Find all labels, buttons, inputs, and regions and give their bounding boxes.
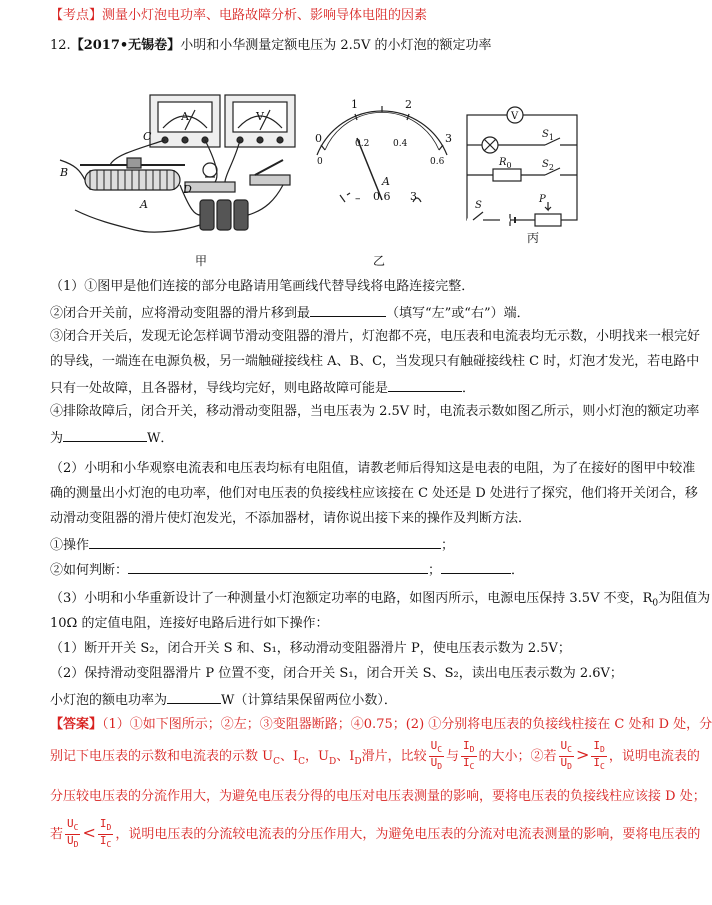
dial-bottom-04: 0.4 — [393, 139, 408, 149]
dial-bottom-02: 0.2 — [355, 139, 370, 149]
q3-line1 — [50, 589, 711, 614]
answer-text2-pre: 别记下电压表的示数和电流表的示数 U — [50, 749, 274, 765]
dial-bottom-0: 0 — [317, 157, 323, 167]
dial-top-1: 1 — [351, 98, 358, 111]
s1-sub: 1 — [548, 133, 554, 142]
answer-text2-j: 与 — [446, 749, 460, 765]
terminal-a-label: A — [140, 198, 148, 211]
terminal-minus: – — [355, 192, 361, 205]
s1-label: S — [542, 129, 549, 140]
sub-c2: C — [298, 756, 306, 767]
q2-operation-label: ①操作 — [50, 538, 90, 553]
svg-text:R0 — [498, 157, 512, 170]
q3-result-pre: 小灯泡的额电功率为 — [50, 693, 168, 708]
q2-judge-label: ②如何判断： — [50, 563, 129, 578]
q1-step4-line2 — [50, 427, 618, 449]
q2-text1: （2）小明和小华观察电流表和电压表均标有电阻值，请教老师后得知这是电表的电阻，为了在接好的图甲中较准 — [50, 461, 696, 476]
s2-sub: 2 — [548, 163, 554, 172]
dial-top-2: 2 — [405, 98, 412, 111]
q3-text1: （3）小明和小华重新设计了一种测量小灯泡额定功率的电路，如图丙所示，电源电压保持 3.5V 不变，R — [50, 591, 653, 606]
q3-step2 — [50, 664, 623, 684]
question-header — [50, 36, 618, 56]
q2-operation: ①操作 ； — [50, 534, 618, 556]
answer-text2-g: 、I — [336, 749, 355, 765]
voltmeter-label: V — [256, 110, 264, 123]
sub-d1: D — [328, 756, 337, 767]
q2-judge — [50, 559, 618, 581]
answer-line2 — [50, 739, 700, 777]
q1-step4-post: W． — [147, 431, 174, 446]
caption-bing: 丙 — [527, 231, 540, 245]
q3-step1 — [50, 639, 618, 659]
q2-line2 — [50, 484, 698, 504]
q1-step2 — [50, 302, 618, 324]
figure-yi-labels — [315, 98, 452, 268]
q1-step4-text1: ④排除故障后，闭合开关，移动滑动变阻器，当电压表为 2.5V 时，电流表示数如图乙所示，则小灯泡的额定功率 — [50, 404, 700, 419]
dial-top-3: 3 — [445, 132, 452, 145]
q1-step4-pre: 为 — [50, 431, 64, 446]
answer-blank-4[interactable] — [89, 534, 441, 549]
r0-subscript: 0 — [652, 598, 659, 609]
terminal-c-label: C — [143, 130, 152, 143]
fraction-uc-ud: $\frac{U_C}{U_D}$ — [430, 739, 443, 772]
answer-text4-pre: 若 — [50, 827, 64, 843]
answer-line3 — [50, 787, 706, 807]
question-title: 小明和小华测量定额电压为 2.5V 的小灯泡的额定功率 — [180, 38, 492, 53]
r0-sub: 0 — [506, 161, 512, 170]
q3-line2 — [50, 614, 618, 634]
figure-bing — [467, 107, 577, 226]
q2-judge-post: ． — [511, 563, 525, 578]
q2-judge-mid: ； — [428, 563, 442, 578]
caption-yi: 乙 — [373, 254, 386, 268]
q1-step1-text: （1）①图甲是他们连接的部分电路请用笔画线代替导线将电路连接完整． — [50, 279, 475, 294]
terminal-d-label: D — [183, 183, 192, 196]
answer-tag: 【答案】 — [50, 717, 103, 732]
answer-text4-post: ，说明电压表的分流较电流表的分压作用大，为避免电压表的分流对电流表测量的影响，要将电压表的 — [115, 827, 701, 843]
q1-step3-line2 — [50, 352, 700, 372]
fraction-uc-ud-2: $\frac{U_C}{U_D}$ — [560, 739, 572, 772]
ammeter-label: A — [181, 110, 189, 123]
greater-than: > — [575, 745, 590, 765]
kaodian-text: 测量小灯泡电功率、电路故障分析、影响导体电阻的因素 — [102, 8, 428, 23]
q1-step1 — [50, 277, 618, 297]
answer-line1 — [50, 715, 712, 735]
answer-blank-7[interactable] — [167, 689, 221, 704]
kaodian-bracket: 【考点】 — [50, 8, 103, 23]
q3-result-post: W（计算结果保留两位小数）． — [221, 693, 397, 708]
dial-top-0: 0 — [315, 132, 322, 145]
q1-step3-line3 — [50, 377, 618, 399]
p-label: P — [539, 194, 546, 205]
q1-step3-post: ． — [462, 381, 476, 396]
figure-panel — [55, 90, 615, 270]
terminal-a: A — [382, 175, 390, 188]
s2-label: S — [542, 159, 549, 170]
q3-text2: 10Ω 的定值电阻，连接好电路后进行如下操作： — [50, 616, 329, 631]
dial-bottom-06: 0.6 — [430, 157, 445, 167]
q1-step2-post: （填写“左”或“右”）端． — [386, 306, 530, 321]
question-source: 【2017•无锡卷】 — [70, 38, 181, 53]
q1-step3-line1 — [50, 327, 701, 347]
terminal-06: 0.6 — [373, 190, 391, 203]
fraction-uc-ud-3: $\frac{U_C}{U_D}$ — [67, 817, 79, 850]
answer-text2-i: 滑片，比较 — [361, 749, 427, 765]
answer-line4 — [50, 817, 701, 851]
sub-c1: C — [273, 756, 280, 767]
answer-blank-5[interactable] — [128, 559, 428, 574]
terminal-b-label: B — [60, 166, 69, 179]
r0-label: R — [499, 157, 507, 168]
q1-step2-pre: ②闭合开关前，应将滑动变阻器的滑片移到最 — [50, 306, 311, 321]
q2-line1 — [50, 459, 696, 479]
svg-text:S2 — [542, 159, 554, 172]
answer-text3: 分压较电压表的分流作用大，为避免电压表分得的电压对电压表测量的影响，要将电压表的负接线柱应该接 D 处； — [50, 789, 706, 804]
answer-blank-2[interactable] — [388, 377, 462, 392]
answer-text1: （1）①如下图所示；②左；③变阻器断路；④0.75；(2) ①分别将电压表的负接线柱接在 C 处和 D 处，分 — [102, 717, 712, 732]
s-label: S — [475, 200, 482, 211]
svg-text:S1 — [542, 129, 554, 142]
answer-blank-3[interactable] — [63, 427, 147, 442]
q2-text3: 动滑动变阻器的滑片使灯泡发光，不添加器材，请你说出接下来的操作及判断方法． — [50, 511, 532, 526]
terminal-3: 3 — [410, 190, 417, 203]
less-than: < — [82, 823, 96, 843]
q1-step3-text2: 的导线，一端连在电源负极，另一端触碰接线柱 A、B、C，当发现只有触碰接线柱 C 时，灯泡才发光，若电路中 — [50, 354, 700, 369]
question-number: 12. — [50, 38, 71, 53]
fraction-id-ic-2: $\frac{I_D}{I_C}$ — [593, 739, 605, 772]
caption-jia: 甲 — [195, 254, 208, 268]
sub-d2: D — [354, 756, 362, 767]
answer-text2-c: 、I — [279, 749, 299, 765]
q3-text1-post: 为阻值为 — [658, 591, 711, 606]
q2-text2: 确的测量出小灯泡的电功率，他们对电压表的负接线柱应该接在 C 处还是 D 处进行了探究，他们将开关闭合，移 — [50, 486, 698, 501]
fraction-id-ic-3: $\frac{I_D}{I_C}$ — [99, 817, 112, 850]
q1-step3-pre: 只有一处故障，且各器材，导线均完好，则电路故障可能是 — [50, 381, 389, 396]
fraction-id-ic: $\frac{I_D}{I_C}$ — [463, 739, 475, 772]
answer-text2-e: ，U — [305, 749, 329, 765]
answer-text2-k: 的大小；②若 — [478, 749, 557, 765]
kaodian-line — [50, 6, 618, 26]
answer-blank-6[interactable] — [441, 559, 511, 574]
q1-step4-line1 — [50, 402, 700, 422]
q3-step1-text: （1）断开开关 S₂，闭合开关 S 和、S₁，移动滑动变阻器滑片 P，使电压表示数为 2.5V； — [50, 641, 571, 656]
answer-blank-1[interactable] — [310, 302, 386, 317]
q3-step2-text: （2）保持滑动变阻器滑片 P 位置不变，闭合开关 S₁，闭合开关 S、S₂，读出电压表示数为 2.6V； — [50, 666, 623, 681]
q1-step3-text1: ③闭合开关后，发现无论怎样调节滑动变阻器的滑片，灯泡都不亮，电压表和电流表均无示数，小明找来一根完好 — [50, 329, 701, 344]
q3-result — [50, 689, 618, 711]
answer-text2-l: ，说明电流表的 — [608, 749, 700, 765]
bing-voltmeter-label: V — [511, 111, 519, 122]
q2-line3 — [50, 509, 618, 529]
